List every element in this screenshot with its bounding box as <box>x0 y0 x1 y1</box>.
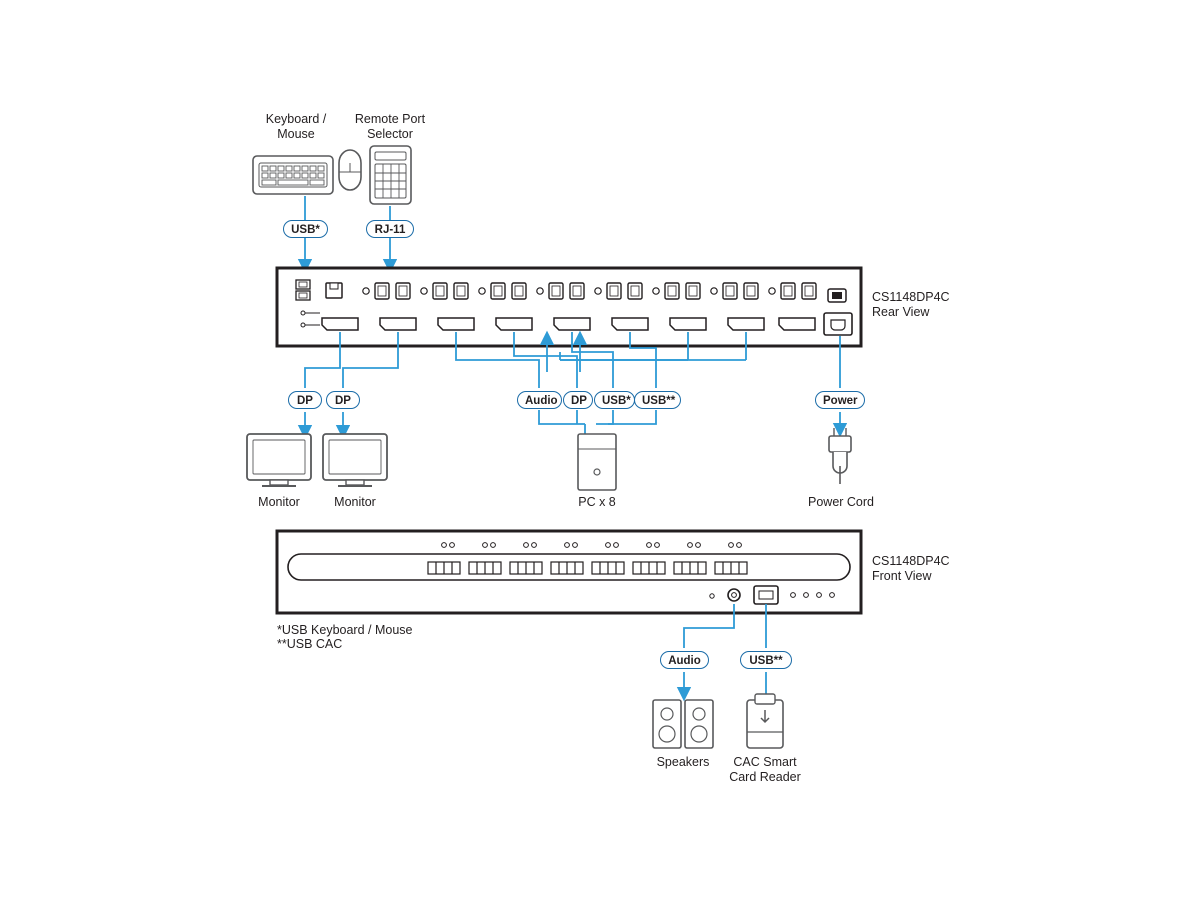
pill-rj11: RJ-11 <box>366 220 414 238</box>
power-cord-icon <box>829 428 851 484</box>
footnote-usb-cac: **USB CAC <box>277 637 343 651</box>
pill-dp-pc: DP <box>563 391 593 409</box>
label-monitor-2: Monitor <box>334 495 376 509</box>
pill-usb-kbm: USB* <box>283 220 328 238</box>
pill-usb-cac-front: USB** <box>740 651 792 669</box>
label-pc-stack: PC x 8 <box>578 495 616 509</box>
cac-smart-card-reader-icon <box>747 694 783 748</box>
monitor-1-icon <box>247 434 311 486</box>
pill-power: Power <box>815 391 865 409</box>
pill-usb-cac-pc: USB** <box>634 391 681 409</box>
monitor-2-icon <box>323 434 387 486</box>
keyboard-icon <box>253 156 333 194</box>
label-monitor-1: Monitor <box>258 495 300 509</box>
pill-usb-pc: USB* <box>594 391 635 409</box>
speakers-icon <box>653 700 713 748</box>
pill-dp-1: DP <box>288 391 322 409</box>
label-remote-port-selector: Remote Port Selector <box>354 112 426 141</box>
rear-device-chassis <box>277 268 861 346</box>
remote-port-selector-icon <box>370 146 411 204</box>
label-rear-device: CS1148DP4C Rear View <box>872 290 950 319</box>
mouse-icon <box>339 150 361 190</box>
label-power-cord: Power Cord <box>808 495 874 509</box>
label-keyboard-mouse: Keyboard / Mouse <box>265 112 327 141</box>
pc-tower-icon <box>578 434 616 490</box>
label-speakers: Speakers <box>656 755 710 769</box>
rear-rj11-port <box>326 283 342 298</box>
label-cac-smart-card-reader: CAC Smart Card Reader <box>729 755 801 784</box>
label-front-device: CS1148DP4C Front View <box>872 554 950 583</box>
pill-audio-front: Audio <box>660 651 709 669</box>
pill-dp-2: DP <box>326 391 360 409</box>
footnote-usb-keyboard-mouse: *USB Keyboard / Mouse <box>277 623 413 637</box>
pill-audio-pc: Audio <box>517 391 562 409</box>
